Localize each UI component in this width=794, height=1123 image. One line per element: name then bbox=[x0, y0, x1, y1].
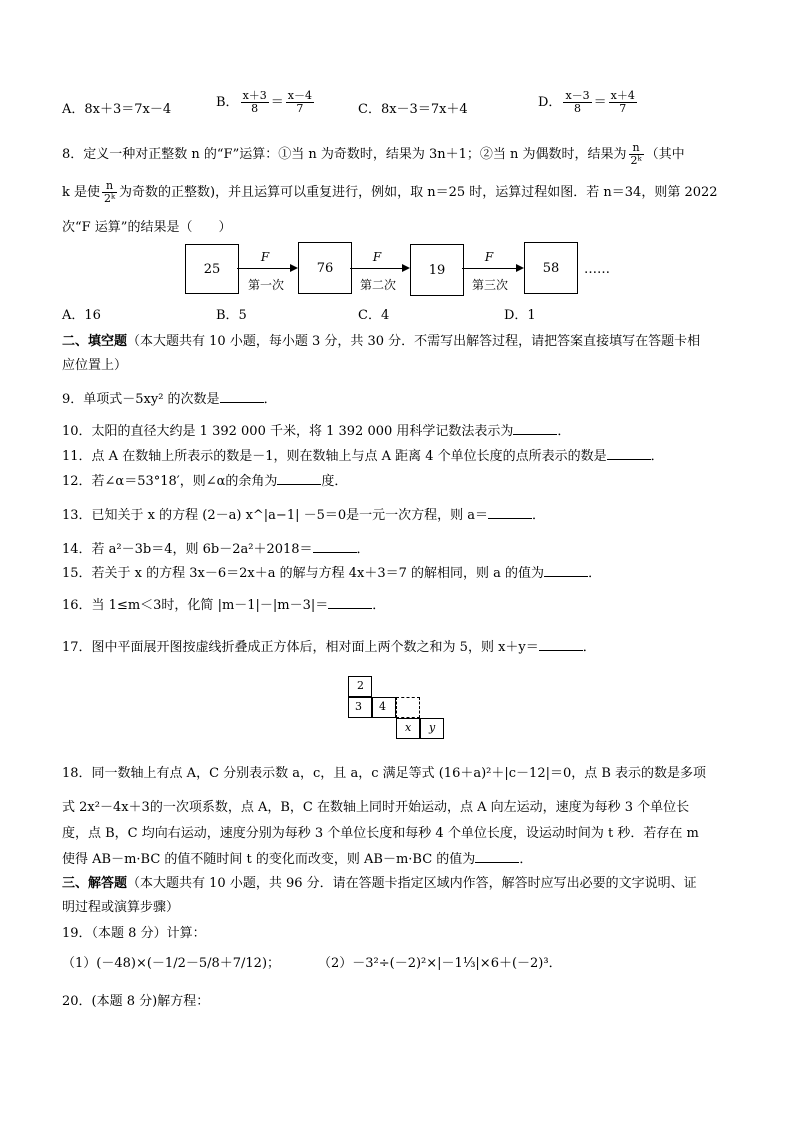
q18-line2: 式 2x²－4x＋3的一次项系数，点 A，B，C 在数轴上同时开始运动，点 A 向左运动，速度为每秒 3 个单位长 bbox=[62, 800, 690, 815]
q16: 16．当 1≤m＜3时，化简 |m－1|－|m－3|＝ ． bbox=[62, 598, 386, 613]
q18-line4: 使得 AB－m·BC 的值不随时间 t 的变化而改变，则 AB－m·BC 的值为 ． bbox=[62, 852, 533, 867]
q7-option-a: A．8x＋3＝7x－4 bbox=[62, 102, 172, 117]
q8-option-d: D．1 bbox=[504, 308, 536, 323]
q19-part2: （2）－3²÷(－2)²×|－1⅓|×6＋(－2)³． bbox=[318, 956, 562, 971]
flow-arrow-3-line bbox=[462, 268, 517, 269]
q17: 17．图中平面展开图按虚线折叠成正方体后，相对面上两个数之和为 5，则 x＋y＝ ． bbox=[62, 640, 596, 655]
q11: 11．点 A 在数轴上所表示的数是－1，则在数轴上与点 A 距离 4 个单位长度的点所表示的数是 ． bbox=[62, 449, 664, 464]
net-cell-x: x bbox=[396, 718, 420, 739]
section3-desc2: 明过程或演算步骤） bbox=[62, 900, 180, 915]
q8-option-c: C．4 bbox=[358, 308, 390, 323]
q8-option-b: B．5 bbox=[216, 308, 247, 323]
net-cell-y: y bbox=[420, 718, 444, 739]
q12: 12．若∠α＝53°18′，则∠α的余角为 度． bbox=[62, 474, 348, 489]
q8-option-a: A．16 bbox=[62, 308, 101, 323]
net-cell-blank bbox=[396, 697, 420, 718]
flow-box-2: 76 bbox=[298, 242, 352, 294]
section3-desc1: （本大题共有 10 小题，共 96 分．请在答题卡指定区域内作答，解答时应写出必要的文字说明、证 bbox=[127, 876, 697, 891]
q7-option-d: D． $\frac{x-3}{8}$ ＝ $\frac{x+4}{7}$ bbox=[538, 89, 635, 115]
q7-b-frac2: $\frac{x-4}{7}$ bbox=[287, 89, 312, 115]
q8-line3: 次“F 运算”的结果是（ ） bbox=[62, 220, 232, 235]
q13: 13．已知关于 x 的方程 (2－a) x^|a−1| －5＝0是一元一次方程，则 a＝ ． bbox=[62, 508, 546, 523]
flow-box-4: 58 bbox=[524, 242, 578, 294]
q9: 9．单项式－5xy² 的次数是 ． bbox=[62, 392, 277, 407]
q19-part1: （1）(－48)×(－1/2－5/8＋7/12)； bbox=[62, 956, 281, 971]
q7-b-frac1: $\frac{x+3}{8}$ bbox=[242, 89, 267, 115]
flow-arrow-2-bottom: 第二次 bbox=[359, 278, 396, 292]
q10: 10．太阳的直径大约是 1 392 000 千米，将 1 392 000 用科学记数法表示为 ． bbox=[62, 424, 571, 439]
q7-option-b: B． $\frac{x+3}{8}$ ＝ $\frac{x-4}{7}$ bbox=[216, 89, 312, 115]
q7-d-frac2: $\frac{x+4}{7}$ bbox=[610, 89, 635, 115]
q18-line3: 度，点 B，C 均向右运动，速度分别为每秒 3 个单位长度和每秒 4 个单位长度，设运动时间为 t 秒．若存在 m bbox=[62, 826, 699, 841]
flow-arrow-2-head bbox=[402, 264, 410, 272]
flow-box-1: 25 bbox=[185, 244, 239, 294]
q14: 14．若 a²－3b＝4，则 6b－2a²＋2018＝ ． bbox=[62, 542, 370, 557]
q7-d-frac1: $\frac{x-3}{8}$ bbox=[565, 89, 590, 115]
flow-arrow-3-bottom: 第三次 bbox=[471, 278, 508, 292]
flow-arrow-3-head bbox=[516, 264, 524, 272]
section2-heading bbox=[62, 330, 700, 349]
q7-option-c: C．8x－3＝7x＋4 bbox=[358, 102, 468, 117]
net-cell-4: 4 bbox=[372, 697, 396, 718]
section3-heading bbox=[62, 872, 697, 891]
q20: 20．(本题 8 分)解方程： bbox=[62, 994, 210, 1009]
flow-arrow-1-bottom: 第一次 bbox=[247, 278, 284, 292]
q8-line1: 8．定义一种对正整数 n 的“F”运算：①当 n 为奇数时，结果为 3n＋1；②当 n 为偶数时，结果为 $\frac{n}{\text{2ᵏ}}$ （其中 bbox=[62, 141, 685, 167]
q8-frac2: $\frac{n}{\text{2ᵏ}}$ bbox=[104, 179, 116, 205]
section2-desc2: 应位置上） bbox=[62, 358, 128, 373]
flow-ellipsis: …… bbox=[584, 262, 610, 277]
net-cell-3: 3 bbox=[348, 697, 372, 718]
q15: 15．若关于 x 的方程 3x－6＝2x＋a 的解与方程 4x＋3＝7 的解相同，则 a 的值为 ． bbox=[62, 566, 602, 581]
section3-title: 三、解答题 bbox=[62, 876, 128, 891]
q18-line1: 18．同一数轴上有点 A，C 分别表示数 a，c，且 a，c 满足等式 (16＋a)²＋|c－12|＝0，点 B 表示的数是多项 bbox=[62, 766, 707, 781]
q7-b-prefix: B． bbox=[216, 95, 239, 110]
flow-arrow-1-top: F bbox=[260, 250, 270, 264]
net-cell-2: 2 bbox=[348, 676, 372, 697]
flow-arrow-2-line bbox=[350, 268, 403, 269]
q19-head: 19．（本题 8 分）计算： bbox=[62, 926, 206, 941]
q8-frac: $\frac{n}{\text{2ᵏ}}$ bbox=[630, 141, 642, 167]
flow-arrow-2-top: F bbox=[372, 250, 382, 264]
flow-box-3: 19 bbox=[410, 244, 464, 296]
section2-title: 二、填空题 bbox=[62, 334, 128, 349]
flow-arrow-1-line bbox=[237, 268, 291, 269]
flow-arrow-1-head bbox=[290, 264, 298, 272]
section2-desc1: （本大题共有 10 小题，每小题 3 分，共 30 分．不需写出解答过程，请把答案直接填写在答题卡相 bbox=[127, 334, 701, 349]
flow-arrow-3-top: F bbox=[484, 250, 494, 264]
q8-line2: k 是使 $\frac{n}{\text{2ᵏ}}$ 为奇数的正整数)，并且运算可以重复进行，例如，取 n＝25 时，运算过程如图．若 n＝34，则第 2022 bbox=[62, 179, 718, 205]
